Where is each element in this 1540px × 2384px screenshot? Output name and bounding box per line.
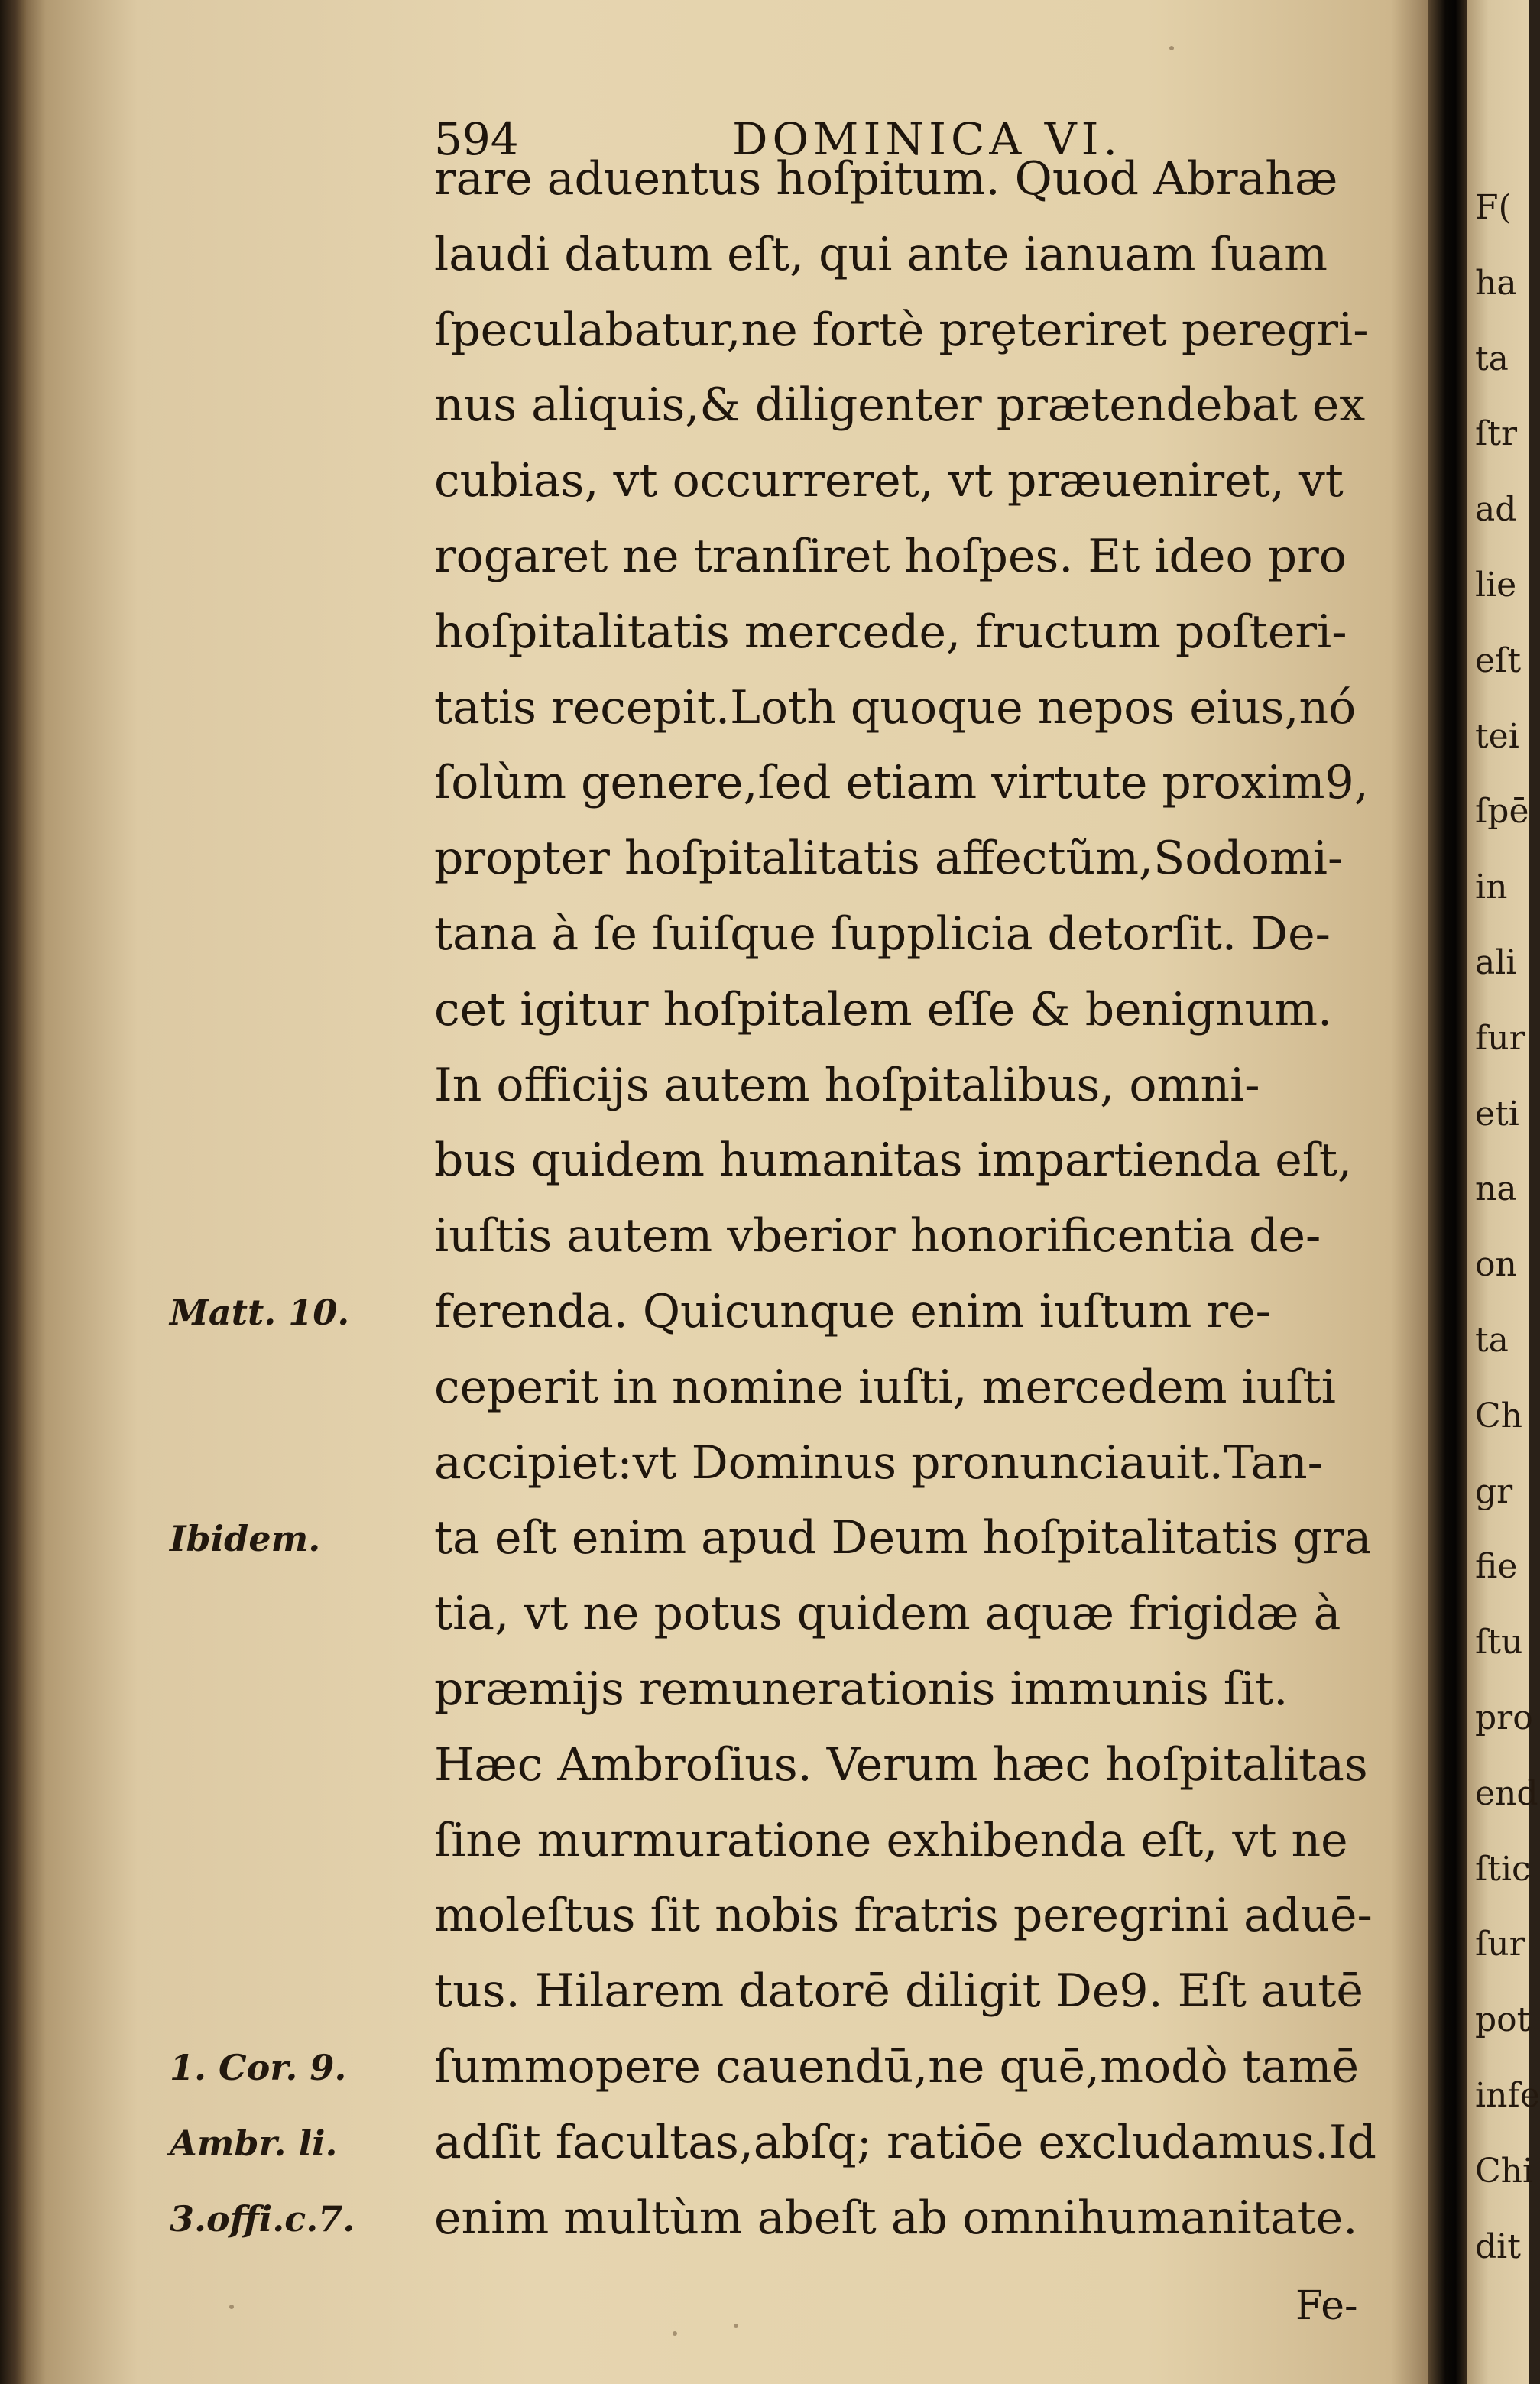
facing-page-text-fragment: ad — [1475, 490, 1517, 530]
text-line: ferenda. Quicunque enim iuſtum re- — [434, 1285, 1271, 1338]
facing-page-text-fragment: fur — [1475, 1018, 1525, 1058]
facing-page-text-fragment: end — [1475, 1773, 1538, 1813]
text-line: In officijs autem hoſpitalibus, omni- — [434, 1058, 1260, 1112]
facing-page-text-fragment: eti — [1475, 1094, 1519, 1134]
text-line: cubias, vt occurreret, vt præueniret, vt — [434, 454, 1344, 508]
margin-note: Ibidem. — [170, 1518, 321, 1560]
facing-page-text-fragment: ſtic — [1475, 1849, 1531, 1889]
facing-page-text-fragment: tei — [1475, 716, 1519, 756]
text-line: tatis recepit.Loth quoque nepos eius,nó — [434, 680, 1357, 735]
facing-page-text-fragment: na — [1475, 1169, 1517, 1209]
margin-note: Ambr. li. — [170, 2122, 338, 2164]
facing-page-text-fragment: ſpē — [1475, 792, 1529, 832]
text-line: tana à ſe ſuiſque ſupplicia detorſit. De- — [434, 907, 1331, 961]
paper-speck — [673, 2331, 677, 2336]
text-line: enim multùm abeſt ab omnihumanitate. — [434, 2191, 1358, 2245]
text-line: ſolùm genere,ſed etiam virtute proxim9, — [434, 756, 1369, 810]
page-number: 594 — [434, 113, 519, 165]
margin-note: 3.offi.c.7. — [170, 2197, 355, 2240]
facing-page-text-fragment: in — [1475, 868, 1508, 907]
facing-page-text-fragment: fie — [1475, 1547, 1518, 1587]
text-line: bus quidem humanitas impartienda eſt, — [434, 1134, 1353, 1188]
facing-page-text-fragment: ta — [1475, 339, 1509, 378]
text-line: ta eſt enim apud Deum hoſpitalitatis gra — [434, 1511, 1372, 1565]
paper-speck — [229, 2305, 234, 2309]
facing-page-text-fragment: ſur — [1475, 1925, 1525, 1964]
margin-note: 1. Cor. 9. — [170, 2047, 347, 2088]
facing-page-text-fragment: ſtu — [1475, 1623, 1523, 1662]
text-line: ſpeculabatur,ne fortè prȩteriret peregri- — [434, 303, 1369, 357]
facing-page-text-fragment: ha — [1475, 263, 1517, 303]
page-left-edge-shadow — [0, 0, 26, 2384]
text-line: iuſtis autem vberior honorificentia de- — [434, 1209, 1321, 1263]
text-line: Hæc Ambroſius. Verum hæc hoſpitalitas — [434, 1737, 1368, 1792]
text-line: tus. Hilarem datorē diligit De9. Eſt autē — [434, 1964, 1363, 2019]
facing-page-text-fragment: Chi — [1475, 2151, 1534, 2191]
text-line: laudi datum eſt, qui ante ianuam ſuam — [434, 227, 1328, 281]
text-line: rogaret ne tranſiret hoſpes. Et ideo pro — [434, 530, 1347, 583]
paper-speck — [734, 2324, 738, 2328]
text-line: præmijs remunerationis immunis ſit. — [434, 1662, 1289, 1716]
facing-page-text-fragment: F( — [1475, 188, 1512, 227]
facing-page-text-fragment: on — [1475, 1245, 1517, 1285]
text-line: moleſtus ſit nobis fratris peregrini aduē- — [434, 1889, 1373, 1943]
facing-page-text-fragment: ta — [1475, 1321, 1509, 1360]
facing-page-text-fragment: pro — [1475, 1698, 1533, 1737]
facing-page-text-fragment: eſt — [1475, 641, 1522, 680]
catchword: Fe- — [1295, 2283, 1358, 2329]
facing-page-text-fragment: ſtr — [1475, 414, 1517, 454]
text-line: ſummopere cauendū,ne quē,modò tamē — [434, 2040, 1359, 2094]
text-line: propter hoſpitalitatis affectũm,Sodomi- — [434, 832, 1344, 886]
facing-page-text-fragment: Ch — [1475, 1396, 1523, 1435]
text-line: ſine murmuratione exhibenda eſt, vt ne — [434, 1813, 1348, 1867]
text-line: hoſpitalitatis mercede, fructum poſteri- — [434, 605, 1347, 659]
running-title: DOMINICA VI. — [732, 113, 1122, 165]
facing-page-text-fragment: infe — [1475, 2076, 1540, 2115]
facing-page-text-fragment: gr — [1475, 1471, 1513, 1511]
facing-page-text-fragment: pot — [1475, 2000, 1531, 2040]
book-spine-gutter — [1428, 0, 1467, 2384]
facing-page-text-fragment: ali — [1475, 943, 1517, 982]
text-line: tia, vt ne potus quidem aquæ frigidæ à — [434, 1587, 1341, 1641]
text-line: nus aliquis,& diligenter prætendebat ex — [434, 378, 1366, 433]
facing-page-text-fragment: dit — [1475, 2227, 1521, 2266]
text-line: accipiet:vt Dominus pronunciauit.Tan- — [434, 1435, 1323, 1490]
facing-page-fragment — [1467, 0, 1540, 2384]
text-line: rare aduentus hoſpitum. Quod Abrahæ — [434, 152, 1338, 206]
text-line: cet igitur hoſpitalem eſſe & benignum. — [434, 982, 1333, 1036]
margin-note: Matt. 10. — [170, 1292, 350, 1333]
facing-page-text-fragment: lie — [1475, 566, 1517, 605]
paper-speck — [1169, 46, 1174, 50]
text-line: ceperit in nomine iuſti, mercedem iuſti — [434, 1360, 1336, 1414]
text-line: adſit facultas,abſq; ratiōe excludamus.Id — [434, 2115, 1376, 2169]
